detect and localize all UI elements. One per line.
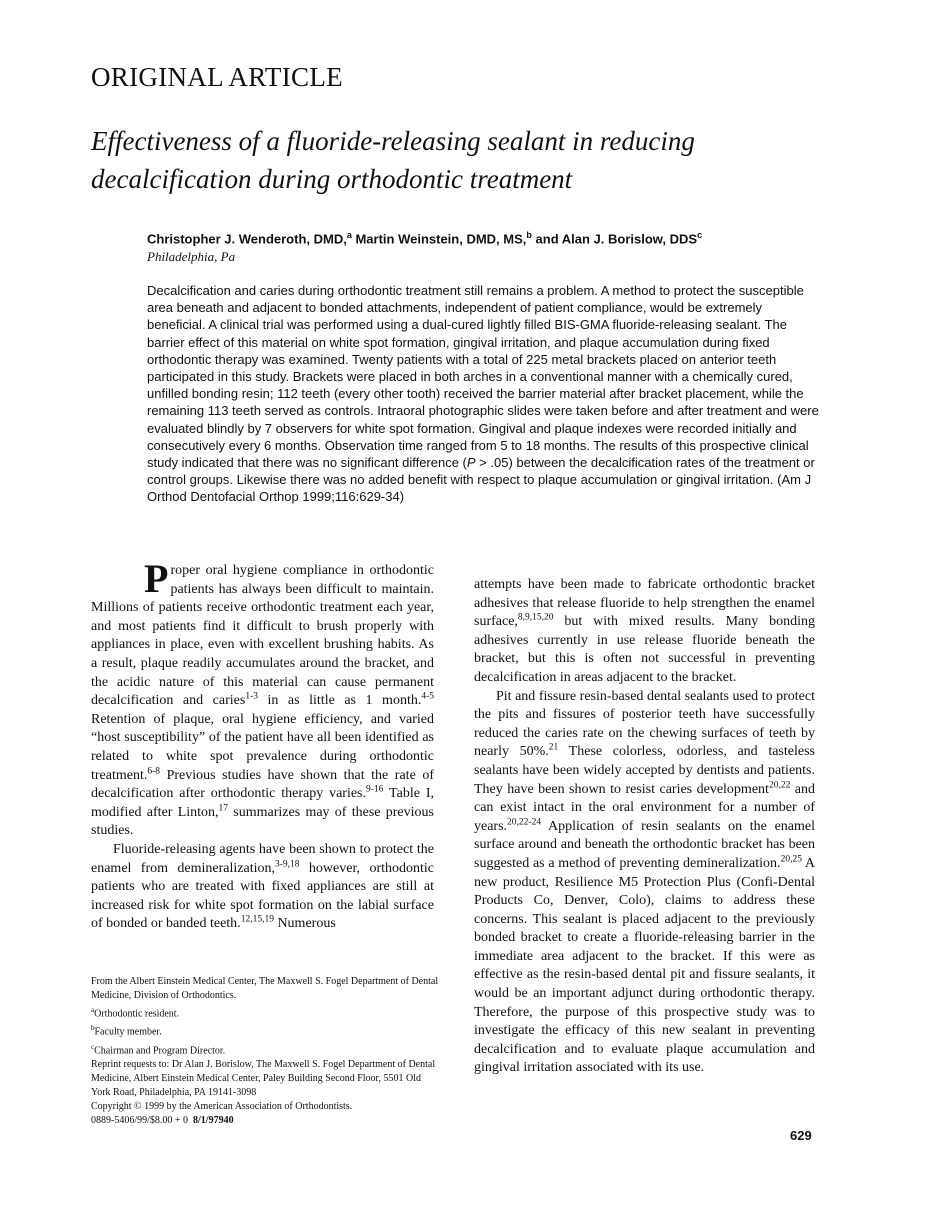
- body-paragraph: [91, 556, 434, 841]
- body-paragraph: [474, 688, 815, 1078]
- title-line-1: Effectiveness of a fluoride-releasing sealant in reducing: [91, 126, 695, 156]
- body-text: A new product, Resilience M5 Protection Plus (Confi-Dental Products Co, Denver, Colo), claims to address these concerns. This sealant is placed adjacent to the previously bonded bracket to create a fluoride-releasing barrier in the immediate area adjacent to the bracket. If this were as effective as the resin-based dental pit and fissure sealants, it would be an important adjunct during orthodontic therapy. Therefore, the purpose of this prospective study was to investigate the efficacy of this new sealant in preventing decalcification and to evaluate plaque accumulation and gingival irritation associated with its use.: [474, 855, 816, 1076]
- footnote-b: [91, 1021, 441, 1039]
- body-text: in as little as 1 month.: [257, 693, 422, 709]
- abstract-text-2: > .05) between the decalcification rates of the treatment or control groups. Likewise there was no added benefit with respect to plaque accumulation or gingival irritation. (Am J Orthod Dentofacial Orthop 1999;116:629-34): [147, 455, 815, 505]
- body-paragraph: [474, 576, 815, 688]
- author-3-sup: c: [697, 230, 703, 240]
- citation-ref: 9-16: [366, 784, 384, 795]
- citation-ref: 12,15,19: [240, 914, 274, 925]
- body-text: however, orthodontic patients who are treated with fixed appliances are still at increased risk for white spot formation on the labial surface of bonded or banded teeth.: [91, 860, 434, 932]
- footnote-c: [91, 1040, 441, 1058]
- author-2: Martin Weinstein, DMD, MS,: [351, 231, 527, 247]
- drop-cap: P: [144, 556, 169, 601]
- footnote-marker: c: [91, 1042, 95, 1051]
- author-1-sup: a: [346, 230, 352, 240]
- footnotes: [91, 975, 441, 1128]
- body-paragraph: [91, 841, 434, 934]
- footnote-a: [91, 1003, 441, 1021]
- body-text: These colorless, odorless, and tasteless sealants have been widely accepted by dentists and patients. They have been shown to resist caries development: [474, 744, 815, 797]
- citation-ref: 8,9,15,20: [517, 612, 554, 623]
- author-2-sup: b: [526, 230, 532, 240]
- citation-ref: 6-8: [147, 765, 161, 776]
- article-title: [91, 122, 851, 198]
- body-column-left: [91, 556, 434, 934]
- body-text: Application of resin sealants on the enamel surface around and beneath the orthodontic bracket has been suggested as a method of preventing demineralization.: [474, 818, 815, 871]
- abstract: [147, 282, 819, 506]
- issn-code: 8/1/97940: [193, 1114, 234, 1126]
- footnote-issn: [91, 1114, 441, 1128]
- footnote-marker: b: [91, 1024, 95, 1033]
- footnote-marker: a: [91, 1006, 95, 1014]
- body-text: and can exist intact in the oral environment for a number of years.: [474, 781, 816, 834]
- footnote-reprint: Reprint requests to: Dr Alan J. Borislow, The Maxwell S. Fogel Department of Dental Medicine, Albert Einstein Medical Center, Paley Building Second Floor, 5501 Old York Road, Philadelphia, PA 19141-3098: [91, 1058, 436, 1098]
- body-text: Table I, modified after Linton,: [91, 786, 434, 820]
- section-label: ORIGINAL ARTICLE: [91, 62, 343, 92]
- footnote-text: Orthodontic resident.: [94, 1008, 180, 1020]
- author-1: Christopher J. Wenderoth, DMD,: [147, 231, 347, 247]
- author-3: and Alan J. Borislow, DDS: [531, 231, 698, 247]
- body-text: Pit and fissure resin-based dental sealants used to protect the pits and fissures of posterior teeth have successfully reduced the caries rate on the chewing surfaces of teeth by nearly 50%.: [474, 688, 815, 760]
- footnote-text: Faculty member.: [94, 1026, 162, 1038]
- body-text: Fluoride-releasing agents have been shown to protect the enamel from demineralization,: [91, 841, 434, 876]
- citation-ref: 3-9,18: [274, 858, 300, 869]
- body-text: Numerous: [273, 916, 336, 932]
- abstract-p-symbol: P: [466, 455, 476, 471]
- footnote-affiliation: From the Albert Einstein Medical Center, The Maxwell S. Fogel Department of Dental Medicine, Division of Orthodontics.: [91, 976, 439, 1001]
- issn-text: 0889-5406/99/$8.00 + 0: [91, 1114, 194, 1126]
- body-text: Retention of plaque, oral hygiene efficiency, and varied “host susceptibility” of the patient have all been identified as related to white spot prevalence during orthodontic treatment.: [91, 711, 434, 783]
- body-text: Previous studies have shown that the rate of decalcification after orthodontic therapy varies.: [91, 767, 434, 802]
- body-text: summarizes may of these previous studies.: [91, 804, 434, 839]
- body-text: but with mixed results. Many bonding adhesives currently in use release fluoride beneath the bracket, but this is often not successful in preventing decalcification in areas adjacent to the bracket.: [474, 614, 815, 685]
- body-column-right: [474, 576, 815, 1078]
- citation-ref: 17: [218, 803, 229, 814]
- title-line-2: decalcification during orthodontic treatment: [91, 164, 573, 194]
- citation-ref: 1-3: [245, 691, 258, 702]
- footnote-copyright: Copyright © 1999 by the American Association of Orthodontists.: [91, 1100, 353, 1112]
- body-text: attempts have been made to fabricate orthodontic bracket adhesives that release fluoride to help strengthen the enamel surface,: [474, 577, 815, 630]
- citation-ref: 4-5: [421, 691, 434, 702]
- page-number: 629: [790, 1128, 812, 1143]
- author-location: Philadelphia, Pa: [147, 249, 236, 264]
- author-list: [147, 230, 847, 246]
- footnote-text: Chairman and Program Director.: [94, 1044, 226, 1056]
- abstract-text-1: Decalcification and caries during orthodontic treatment still remains a problem. A method to protect the susceptible area beneath and adjacent to bonded attachments, independent of patient compliance, would be extremely beneficial. A clinical trial was performed using a dual-cured lightly filled BIS-GMA fluoride-releasing sealant. The barrier effect of this material on white spot formation, gingival irritation, and plaque accumulation during fixed orthodontic therapy was examined. Twenty patients with a total of 225 metal brackets placed on anterior teeth participated in this study. Brackets were placed in both arches in a conventional manner with a chemically cured, unfilled bonding resin; 112 teeth (every other tooth) received the barrier material after bracket placement, while the remaining 113 teeth served as controls. Intraoral photographic slides were taken before and after treatment and were evaluated blindly by 7 observers for white spot formation. Gingival and plaque indexes were recorded initially and consecutively every 6 months. Observation time ranged from 5 to 18 months. The results of this prospective clinical study indicated that there was no significant difference (: [147, 283, 819, 471]
- citation-ref: 20,22: [768, 779, 791, 790]
- citation-ref: 20,25: [780, 854, 802, 865]
- body-text: roper oral hygiene compliance in orthodontic patients has always been difficult to maintain. Millions of patients receive orthodontic treatment each year, and most patients find it difficult to brush properly with appliances in place, even with excellent brushing habits. As a result, plaque readily accumulates around the bracket, and the acidic nature of this material can cause permanent decalcification and caries: [91, 563, 434, 709]
- citation-ref: 20,22-24: [507, 817, 542, 828]
- citation-ref: 21: [548, 742, 559, 753]
